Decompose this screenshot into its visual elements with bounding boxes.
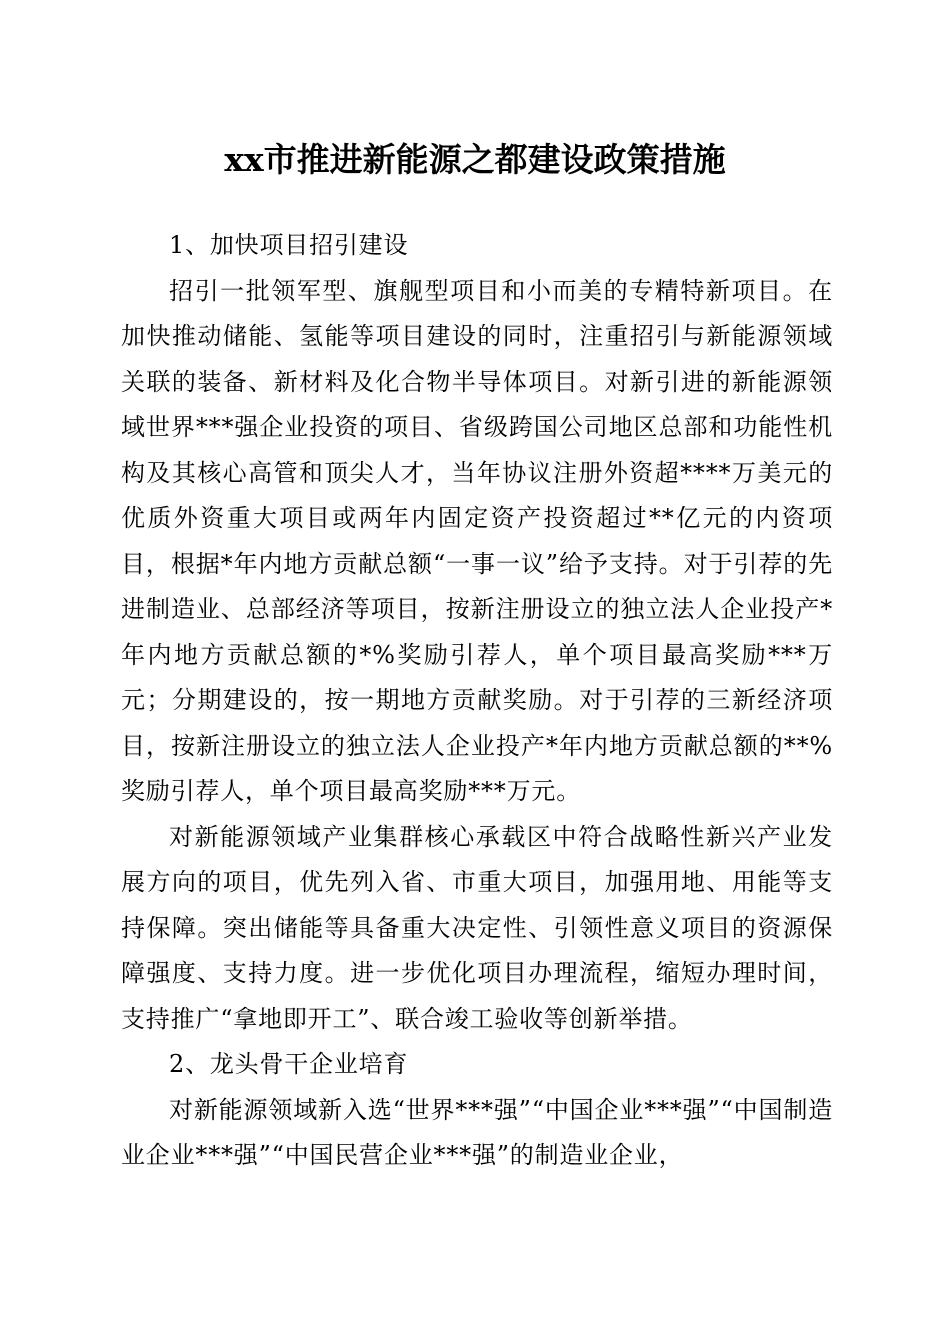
document-title: xx市推进新能源之都建设政策措施 xyxy=(224,140,726,179)
section-heading-1: 1、加快项目招引建设 xyxy=(169,231,409,259)
document-body xyxy=(121,223,833,1179)
body-paragraph-1: 招引一批领军型、旗舰型项目和小而美的专精特新项目。在加快推动储能、氢能等项目建设的同时，注重招引与新能源领域关联的装备、新材料及化合物半导体项目。对新引进的新能源领域世界***强企业投资的项目、省级跨国公司地区总部和功能性机构及其核心高管和顶尖人才，当年协议注册外资超****万美元的优质外资重大项目或两年内固定资产投资超过**亿元的内资项目，根据*年内地方贡献总额“一事一议”给予支持。对于引荐的先进制造业、总部经济等项目，按新注册设立的独立法人企业投产*年内地方贡献总额的*%奖励引荐人，单个项目最高奖励***万元；分期建设的，按一期地方贡献奖励。对于引荐的三新经济项目，按新注册设立的独立法人企业投产*年内地方贡献总额的**%奖励引荐人，单个项目最高奖励***万元。 xyxy=(121,276,833,805)
body-paragraph-3: 对新能源领域新入选“世界***强”“中国企业***强”“中国制造业企业***强”“中国民营企业***强”的制造业企业， xyxy=(121,1095,833,1169)
section-heading-2: 2、龙头骨干企业培育 xyxy=(169,1050,409,1078)
body-paragraph-2: 对新能源领域产业集群核心承载区中符合战略性新兴产业发展方向的项目，优先列入省、市重大项目，加强用地、用能等支持保障。突出储能等具备重大决定性、引领性意义项目的资源保障强度、支持力度。进一步优化项目办理流程，缩短办理时间，支持推广“拿地即开工”、联合竣工验收等创新举措。 xyxy=(121,822,833,1033)
